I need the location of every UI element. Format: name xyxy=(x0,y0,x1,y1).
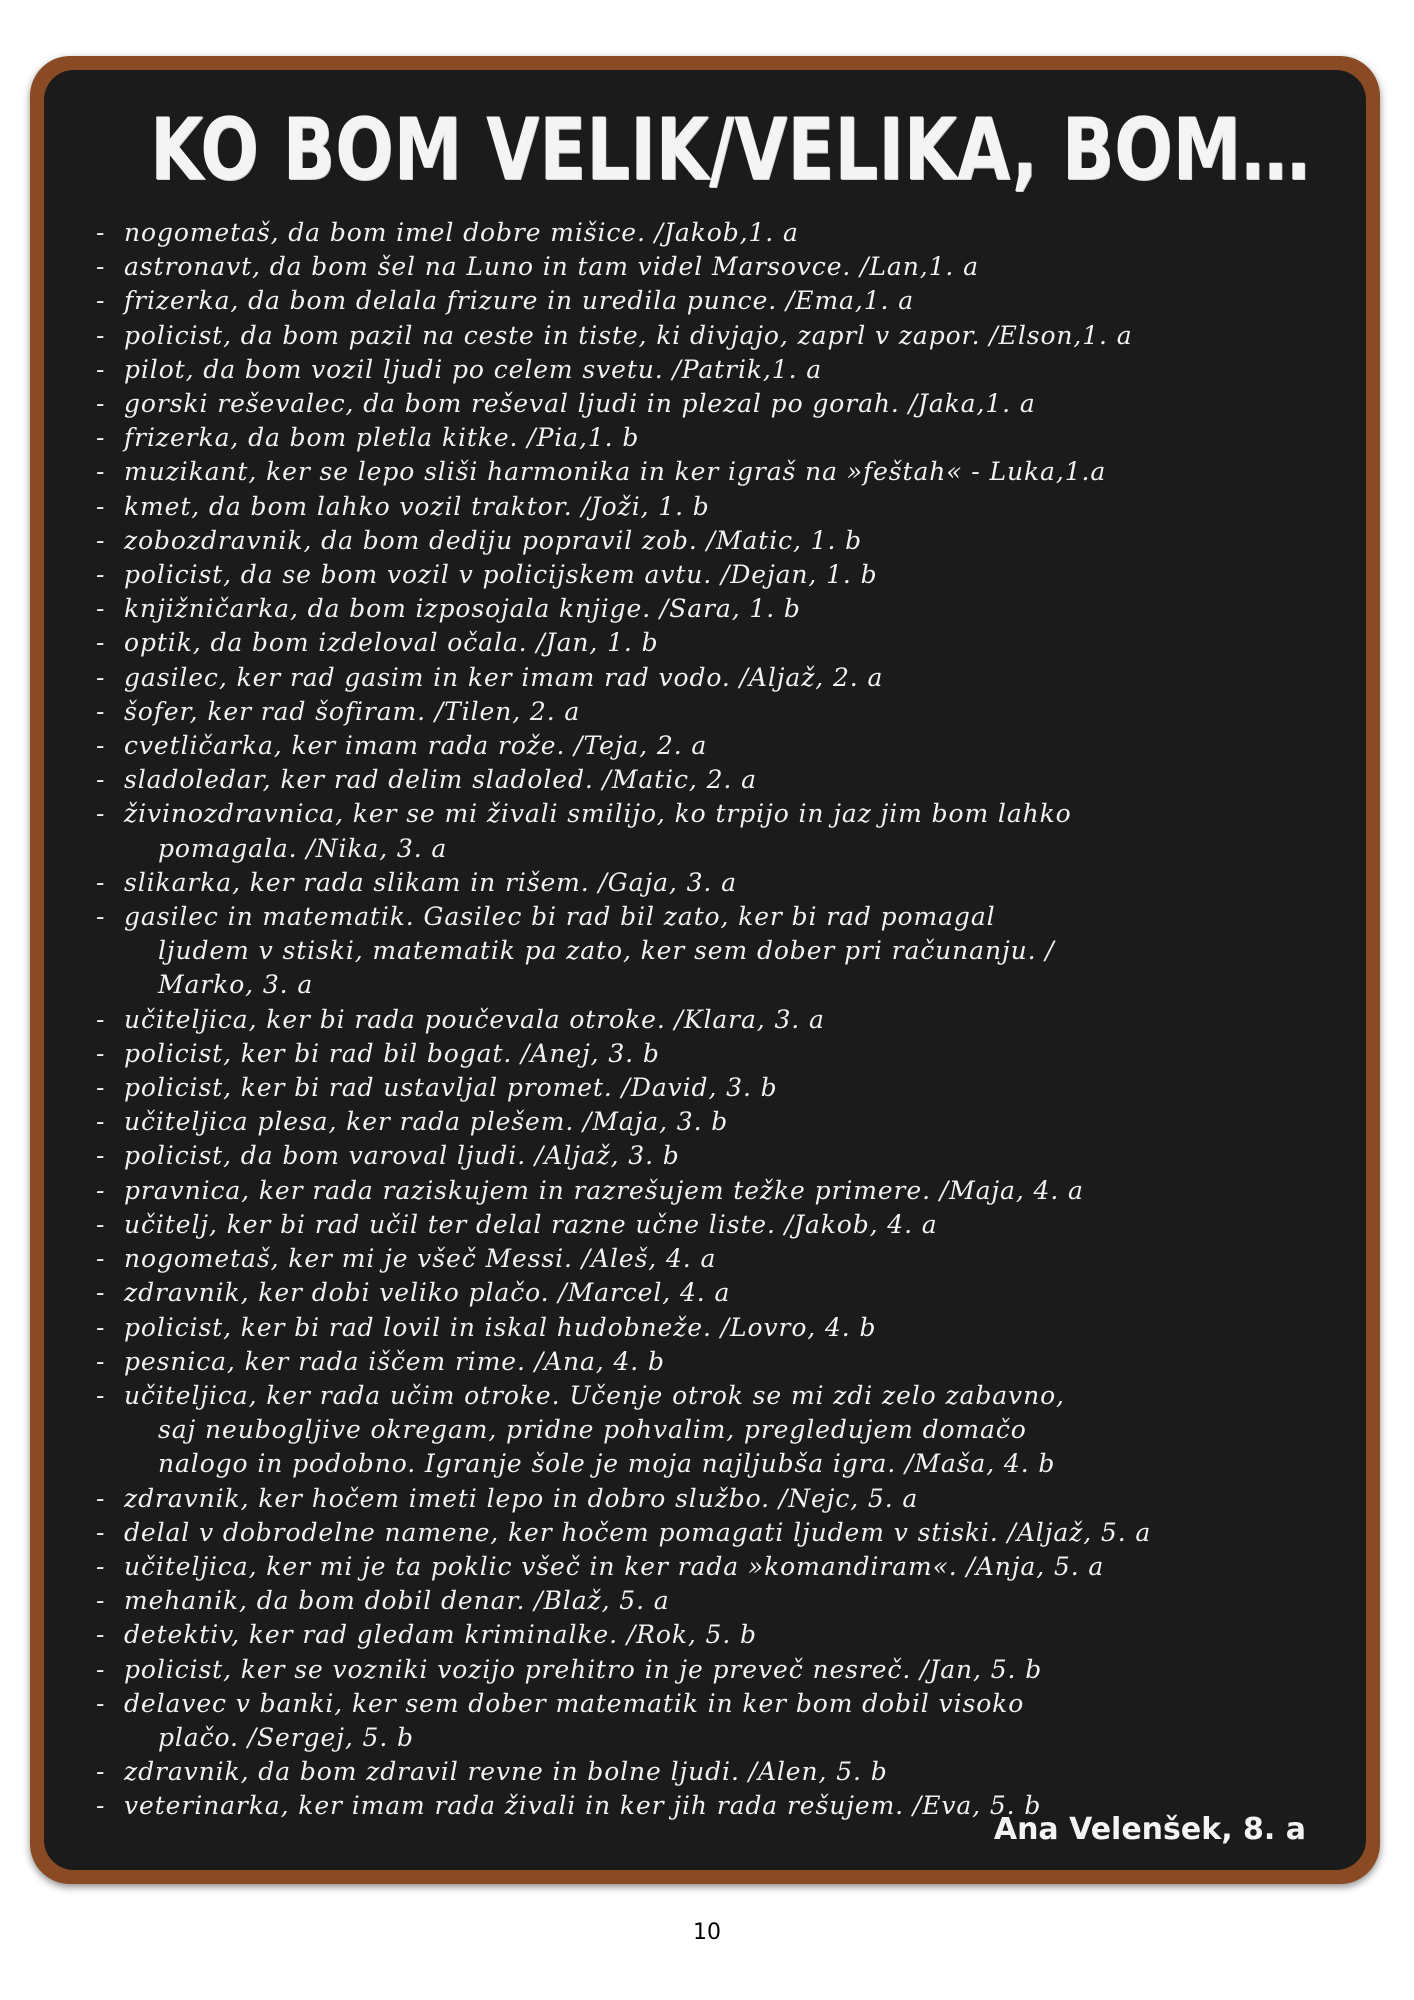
chalkboard xyxy=(44,70,1366,1870)
list-item xyxy=(96,1550,1366,1584)
page-number: 10 xyxy=(693,1920,721,1945)
bullet-dash: - xyxy=(96,389,106,419)
bullet-dash: - xyxy=(96,252,106,282)
list-item-text: delal v dobrodelne namene, ker hočem pomagati ljudem v stiski. /Aljaž, 5. a xyxy=(124,1517,1152,1547)
list-item-continuation: plačo. /Sergej, 5. b xyxy=(158,1722,414,1752)
list-item xyxy=(96,250,1366,284)
bullet-dash: - xyxy=(96,1107,106,1137)
list-item xyxy=(96,1276,1366,1310)
list-item xyxy=(96,626,1366,660)
bullet-dash: - xyxy=(96,867,106,897)
bullet-dash: - xyxy=(96,1141,106,1171)
list-item-text: kmet, da bom lahko vozil traktor. /Joži, 1. b xyxy=(124,491,710,521)
bullet-dash: - xyxy=(96,765,106,795)
list-item-text: učiteljica plesa, ker rada plešem. /Maja, 3. b xyxy=(124,1107,729,1137)
bullet-dash: - xyxy=(96,1209,106,1239)
list-item xyxy=(96,1208,1366,1242)
list-item-continuation: pomagala. /Nika, 3. a xyxy=(158,833,448,863)
list-item-text: nogometaš, da bom imel dobre mišice. /Jakob,1. a xyxy=(124,218,799,247)
list-item xyxy=(96,1516,1366,1550)
list-item xyxy=(96,1071,1366,1105)
list-item-text: delavec v banki, ker sem dober matematik in ker bom dobil visoko xyxy=(124,1688,1025,1718)
list-item-text: astronavt, da bom šel na Luno in tam videl Marsovce. /Lan,1. a xyxy=(124,252,979,282)
bullet-dash: - xyxy=(96,902,106,932)
bullet-dash: - xyxy=(96,491,106,521)
list-item-continuation: ljudem v stiski, matematik pa zato, ker sem dober pri računanju. / xyxy=(158,936,1055,966)
list-item xyxy=(96,421,1366,455)
list-item-text: pesnica, ker rada iščem rime. /Ana, 4. b xyxy=(124,1346,665,1376)
list-item xyxy=(96,1653,1366,1687)
bullet-dash: - xyxy=(96,1620,106,1650)
list-item-text: zdravnik, da bom zdravil revne in bolne ljudi. /Alen, 5. b xyxy=(124,1757,888,1787)
bullet-dash: - xyxy=(96,1791,106,1821)
bullet-dash: - xyxy=(96,1654,106,1684)
list-item-text: slikarka, ker rada slikam in rišem. /Gaja, 3. a xyxy=(124,867,737,897)
bullet-dash: - xyxy=(96,525,106,555)
list-item xyxy=(96,1311,1366,1345)
bullet-dash: - xyxy=(96,1038,106,1068)
list-item-continuation: Marko, 3. a xyxy=(158,970,314,1000)
bullet-dash: - xyxy=(96,1073,106,1103)
list-item-text: zobozdravnik, da bom dediju popravil zob. /Matic, 1. b xyxy=(124,525,863,555)
bullet-dash: - xyxy=(96,560,106,590)
list-item-text: policist, ker se vozniki vozijo prehitro in je preveč nesreč. /Jan, 5. b xyxy=(124,1654,1043,1684)
list-item xyxy=(96,763,1366,797)
list-item xyxy=(96,319,1366,353)
list-item-text: sladoledar, ker rad delim sladoled. /Matic, 2. a xyxy=(124,765,757,795)
list-item xyxy=(96,1584,1366,1618)
list-item-text: šofer, ker rad šofiram. /Tilen, 2. a xyxy=(124,696,581,726)
list-item-text: učiteljica, ker mi je ta poklic všeč in ker rada »komandiram«. /Anja, 5. a xyxy=(124,1551,1105,1581)
list-item xyxy=(96,490,1366,524)
list-item xyxy=(96,900,1366,1003)
bullet-dash: - xyxy=(96,218,106,247)
list-item-text: detektiv, ker rad gledam kriminalke. /Rok, 5. b xyxy=(124,1620,757,1650)
bullet-dash: - xyxy=(96,1244,106,1274)
list-item-text: frizerka, da bom pletla kitke. /Pia,1. b xyxy=(124,423,640,453)
list-item-text: učitelj, ker bi rad učil ter delal razne učne liste. /Jakob, 4. a xyxy=(124,1209,938,1239)
list-item xyxy=(96,284,1366,318)
bullet-dash: - xyxy=(96,1380,106,1410)
list-item-text: policist, da bom varoval ljudi. /Aljaž, 3. b xyxy=(124,1141,680,1171)
list-item xyxy=(96,1003,1366,1037)
list-item-text: frizerka, da bom delala frizure in uredila punce. /Ema,1. a xyxy=(124,286,915,316)
list-item-text: gorski reševalec, da bom reševal ljudi in plezal po gorah. /Jaka,1. a xyxy=(124,389,1036,419)
list-item-continuation: nalogo in podobno. Igranje šole je moja najljubša igra. /Maša, 4. b xyxy=(158,1449,1056,1479)
bullet-dash: - xyxy=(96,594,106,624)
list-item-text: učiteljica, ker rada učim otroke. Učenje otrok se mi zdi zelo zabavno, xyxy=(124,1380,1065,1410)
page-title: KO BOM VELIK/VELIKA, BOM… xyxy=(150,100,1310,200)
list-item-text: muzikant, ker se lepo sliši harmonika in ker igraš na »feštah« - Luka,1.a xyxy=(124,457,1107,487)
bullet-dash: - xyxy=(96,1346,106,1376)
answer-list xyxy=(96,216,1366,1824)
list-item xyxy=(96,1687,1366,1755)
list-item xyxy=(96,1379,1366,1482)
bullet-dash: - xyxy=(96,628,106,658)
list-item-text: zdravnik, ker dobi veliko plačo. /Marcel, 4. a xyxy=(124,1278,731,1308)
list-item xyxy=(96,1618,1366,1652)
list-item xyxy=(96,524,1366,558)
list-item xyxy=(96,455,1366,489)
bullet-dash: - xyxy=(96,1312,106,1342)
list-item-text: gasilec, ker rad gasim in ker imam rad vodo. /Aljaž, 2. a xyxy=(124,662,884,692)
list-item-text: cvetličarka, ker imam rada rože. /Teja, 2. a xyxy=(124,731,708,761)
list-item-text: pravnica, ker rada raziskujem in razrešujem težke primere. /Maja, 4. a xyxy=(124,1175,1084,1205)
list-item-continuation: saj neubogljive okregam, pridne pohvalim, pregledujem domačo xyxy=(158,1415,1027,1445)
list-item-text: veterinarka, ker imam rada živali in ker jih rada rešujem. /Eva, 5. b xyxy=(124,1791,1042,1821)
list-item xyxy=(96,1242,1366,1276)
list-item xyxy=(96,1174,1366,1208)
bullet-dash: - xyxy=(96,1551,106,1581)
bullet-dash: - xyxy=(96,1517,106,1547)
bullet-dash: - xyxy=(96,662,106,692)
list-item xyxy=(96,216,1366,250)
list-item xyxy=(96,661,1366,695)
list-item-text: živinozdravnica, ker se mi živali smilijo, ko trpijo in jaz jim bom lahko xyxy=(124,799,1072,829)
list-item xyxy=(96,1345,1366,1379)
bullet-dash: - xyxy=(96,799,106,829)
bullet-dash: - xyxy=(96,286,106,316)
list-item-text: optik, da bom izdeloval očala. /Jan, 1. b xyxy=(124,628,659,658)
list-item-text: mehanik, da bom dobil denar. /Blaž, 5. a xyxy=(124,1586,670,1616)
bullet-dash: - xyxy=(96,1278,106,1308)
bullet-dash: - xyxy=(96,1586,106,1616)
bullet-dash: - xyxy=(96,731,106,761)
list-item xyxy=(96,1755,1366,1789)
list-item xyxy=(96,866,1366,900)
bullet-dash: - xyxy=(96,423,106,453)
bullet-dash: - xyxy=(96,1688,106,1718)
list-item xyxy=(96,1105,1366,1139)
bullet-dash: - xyxy=(96,354,106,384)
list-item xyxy=(96,1482,1366,1516)
list-item xyxy=(96,1037,1366,1071)
list-item-text: policist, da se bom vozil v policijskem avtu. /Dejan, 1. b xyxy=(124,560,878,590)
list-item-text: nogometaš, ker mi je všeč Messi. /Aleš, 4. a xyxy=(124,1244,717,1274)
list-item-text: zdravnik, ker hočem imeti lepo in dobro službo. /Nejc, 5. a xyxy=(124,1483,919,1513)
list-item-text: gasilec in matematik. Gasilec bi rad bil zato, ker bi rad pomagal xyxy=(124,902,996,932)
list-item-text: pilot, da bom vozil ljudi po celem svetu. /Patrik,1. a xyxy=(124,354,823,384)
bullet-dash: - xyxy=(96,320,106,350)
list-item xyxy=(96,1139,1366,1173)
author-credit: Ana Velenšek, 8. a xyxy=(993,1812,1306,1847)
chalkboard-frame xyxy=(30,56,1380,1884)
bullet-dash: - xyxy=(96,1175,106,1205)
list-item xyxy=(96,695,1366,729)
list-item xyxy=(96,797,1366,865)
list-item xyxy=(96,353,1366,387)
list-item-text: policist, ker bi rad ustavljal promet. /David, 3. b xyxy=(124,1073,778,1103)
list-item xyxy=(96,558,1366,592)
list-item xyxy=(96,592,1366,626)
list-item-text: policist, ker bi rad lovil in iskal hudobneže. /Lovro, 4. b xyxy=(124,1312,877,1342)
bullet-dash: - xyxy=(96,696,106,726)
list-item-text: policist, ker bi rad bil bogat. /Anej, 3. b xyxy=(124,1038,660,1068)
list-item xyxy=(96,729,1366,763)
bullet-dash: - xyxy=(96,1483,106,1513)
list-item-text: knjižničarka, da bom izposojala knjige. /Sara, 1. b xyxy=(124,594,801,624)
bullet-dash: - xyxy=(96,457,106,487)
list-item xyxy=(96,387,1366,421)
bullet-dash: - xyxy=(96,1757,106,1787)
bullet-dash: - xyxy=(96,1004,106,1034)
list-item-text: policist, da bom pazil na ceste in tiste, ki divjajo, zaprl v zapor. /Elson,1. a xyxy=(124,320,1133,350)
list-item-text: učiteljica, ker bi rada poučevala otroke. /Klara, 3. a xyxy=(124,1004,825,1034)
